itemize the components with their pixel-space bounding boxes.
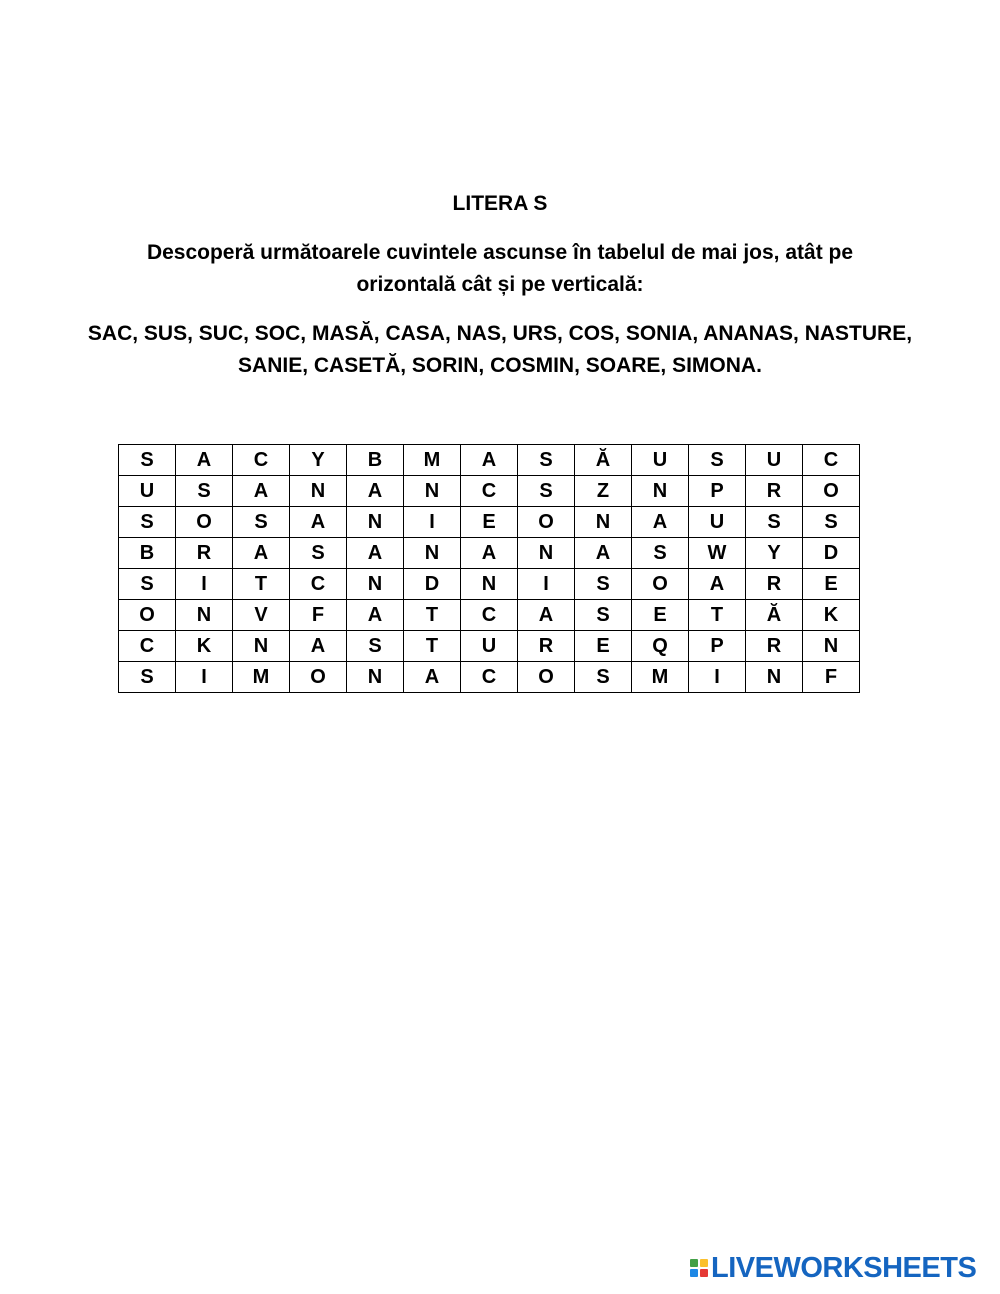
grid-cell[interactable]: N [404, 538, 461, 569]
grid-cell[interactable]: W [689, 538, 746, 569]
grid-cell[interactable]: V [233, 600, 290, 631]
grid-cell[interactable]: F [290, 600, 347, 631]
grid-cell[interactable]: N [233, 631, 290, 662]
grid-cell[interactable]: E [803, 569, 860, 600]
grid-row [119, 569, 860, 600]
grid-cell[interactable]: U [632, 445, 689, 476]
grid-cell[interactable]: U [119, 476, 176, 507]
grid-cell[interactable]: S [119, 569, 176, 600]
grid-row [119, 600, 860, 631]
grid-cell[interactable]: C [290, 569, 347, 600]
grid-cell[interactable]: Ă [746, 600, 803, 631]
grid-cell[interactable]: A [689, 569, 746, 600]
grid-cell[interactable]: O [518, 662, 575, 693]
grid-cell[interactable]: A [233, 538, 290, 569]
grid-cell[interactable]: A [461, 538, 518, 569]
grid-cell[interactable]: A [347, 600, 404, 631]
grid-cell[interactable]: T [233, 569, 290, 600]
grid-row [119, 662, 860, 693]
grid-cell[interactable]: S [575, 569, 632, 600]
grid-cell[interactable]: S [689, 445, 746, 476]
grid-row [119, 476, 860, 507]
grid-cell[interactable]: S [119, 445, 176, 476]
grid-cell[interactable]: D [803, 538, 860, 569]
page-title: LITERA S [452, 192, 548, 215]
grid-cell[interactable]: A [518, 600, 575, 631]
grid-cell[interactable]: A [347, 476, 404, 507]
grid-cell[interactable]: R [746, 631, 803, 662]
grid-cell[interactable]: D [404, 569, 461, 600]
grid-cell[interactable]: T [404, 631, 461, 662]
grid-cell[interactable]: C [233, 445, 290, 476]
grid-cell[interactable]: Y [746, 538, 803, 569]
grid-cell[interactable]: R [746, 569, 803, 600]
grid-cell[interactable]: O [518, 507, 575, 538]
grid-cell[interactable]: A [632, 507, 689, 538]
grid-cell[interactable]: I [404, 507, 461, 538]
grid-cell[interactable]: P [689, 631, 746, 662]
grid-cell[interactable]: A [233, 476, 290, 507]
grid-row [119, 445, 860, 476]
grid-cell[interactable]: N [347, 569, 404, 600]
grid-cell[interactable]: K [803, 600, 860, 631]
grid-cell[interactable]: A [575, 538, 632, 569]
grid-cell[interactable]: U [689, 507, 746, 538]
grid-cell[interactable]: N [746, 662, 803, 693]
grid-cell[interactable]: S [176, 476, 233, 507]
grid-cell[interactable]: S [119, 507, 176, 538]
grid-cell[interactable]: E [632, 600, 689, 631]
grid-cell[interactable]: S [575, 600, 632, 631]
grid-cell[interactable]: A [290, 507, 347, 538]
grid-cell[interactable]: I [176, 569, 233, 600]
grid-cell[interactable]: F [803, 662, 860, 693]
grid-cell[interactable]: S [632, 538, 689, 569]
liveworksheets-logo [690, 1251, 976, 1285]
grid-row [119, 507, 860, 538]
word-search-grid [118, 444, 860, 693]
grid-cell[interactable]: C [461, 662, 518, 693]
grid-cell[interactable]: C [803, 445, 860, 476]
grid-cell[interactable]: U [746, 445, 803, 476]
grid-cell[interactable]: S [119, 662, 176, 693]
brand-name: LIVEWORKSHEETS [711, 1251, 977, 1284]
word-list: SAC, SUS, SUC, SOC, MASĂ, CASA, NAS, URS, COS, SONIA, ANANAS, NASTURE, SANIE, CASETĂ, SORIN, COSMIN, SOARE, SIMONA. [87, 322, 913, 377]
grid-cell[interactable]: Z [575, 476, 632, 507]
grid-cell[interactable]: O [119, 600, 176, 631]
grid-cell[interactable]: A [404, 662, 461, 693]
grid-cell[interactable]: A [347, 538, 404, 569]
grid-cell[interactable]: S [803, 507, 860, 538]
grid-cell[interactable]: S [233, 507, 290, 538]
grid-row [119, 631, 860, 662]
grid-cell[interactable]: S [290, 538, 347, 569]
grid-cell[interactable]: O [803, 476, 860, 507]
grid-cell[interactable]: B [119, 538, 176, 569]
grid-cell[interactable]: M [632, 662, 689, 693]
grid-cell[interactable]: T [689, 600, 746, 631]
grid-cell[interactable]: O [632, 569, 689, 600]
grid-cell[interactable]: I [689, 662, 746, 693]
grid-cell[interactable]: O [176, 507, 233, 538]
grid-cell[interactable]: M [404, 445, 461, 476]
grid-cell[interactable]: N [347, 662, 404, 693]
grid-cell[interactable]: N [803, 631, 860, 662]
grid-cell[interactable]: C [119, 631, 176, 662]
grid-cell[interactable]: S [518, 445, 575, 476]
grid-cell[interactable]: U [461, 631, 518, 662]
grid-row [119, 538, 860, 569]
grid-cell[interactable]: M [233, 662, 290, 693]
grid-cell[interactable]: R [176, 538, 233, 569]
grid-cell[interactable]: E [575, 631, 632, 662]
grid-cell[interactable]: S [347, 631, 404, 662]
grid-cell[interactable]: S [575, 662, 632, 693]
grid-cell[interactable]: I [176, 662, 233, 693]
grid-cell[interactable]: R [746, 476, 803, 507]
grid-cell[interactable]: N [347, 507, 404, 538]
grid-cell[interactable]: Y [290, 445, 347, 476]
grid-cell[interactable]: I [518, 569, 575, 600]
liveworksheets-logo-icon [690, 1259, 708, 1277]
grid-cell[interactable]: N [290, 476, 347, 507]
grid-cell[interactable]: N [176, 600, 233, 631]
grid-cell[interactable]: O [290, 662, 347, 693]
grid-cell[interactable]: E [461, 507, 518, 538]
grid-cell[interactable]: P [689, 476, 746, 507]
grid-cell[interactable]: C [461, 476, 518, 507]
grid-cell[interactable]: N [632, 476, 689, 507]
grid-cell[interactable]: N [575, 507, 632, 538]
grid-cell[interactable]: Q [632, 631, 689, 662]
grid-cell[interactable]: R [518, 631, 575, 662]
grid-cell[interactable]: T [404, 600, 461, 631]
grid-cell[interactable]: K [176, 631, 233, 662]
grid-cell[interactable]: B [347, 445, 404, 476]
instructions-text: Descoperă următoarele cuvintele ascunse în tabelul de mai jos, atât pe orizontală cât și pe verticală: [146, 241, 854, 296]
grid-cell[interactable]: S [518, 476, 575, 507]
grid-cell[interactable]: A [176, 445, 233, 476]
grid-cell[interactable]: A [461, 445, 518, 476]
grid-cell[interactable]: Ă [575, 445, 632, 476]
grid-cell[interactable]: C [461, 600, 518, 631]
grid-cell[interactable]: N [518, 538, 575, 569]
grid-cell[interactable]: S [746, 507, 803, 538]
grid-cell[interactable]: A [290, 631, 347, 662]
grid-cell[interactable]: N [404, 476, 461, 507]
grid-cell[interactable]: N [461, 569, 518, 600]
